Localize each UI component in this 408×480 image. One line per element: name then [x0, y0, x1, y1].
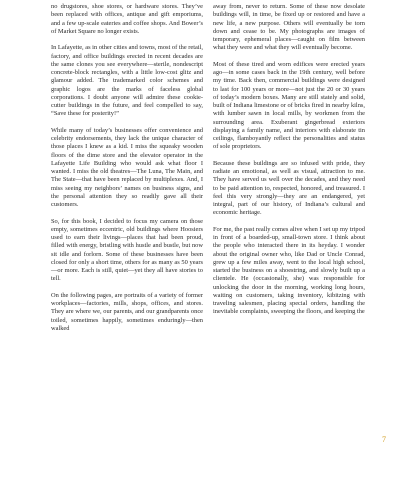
paragraph: Because these buildings are so infused with pride, they radiate an emotional, as well as visual, attraction to me. They have served us well over the decades, and they need to be paid attention to, respected, honored, and treasured. I feel this very strongly—they are an endangered, yet integral, part of our history, of Indiana’s cultural and economic heritage. [213, 159, 365, 217]
right-text-column [213, 3, 365, 317]
paragraph: On the following pages, are portraits of a variety of former workplaces—factories, mills, shops, offices, and stores. They are where we, our parents, and our grandparents once toiled, sometimes happily, sometimes enduringly—then walked [51, 291, 203, 332]
paragraph: So, for this book, I decided to focus my camera on those empty, sometimes eccentric, old buildings where Hoosiers used to earn their livings—places that had been proud, filled with energy, bristling with hustle and bustle, but now sit idle and forlorn. Some of these businesses have been closed for only a short time, others for as many as 50 years—or more. Each is still, quiet—yet they all have stories to tell. [51, 217, 203, 283]
left-text-column [51, 3, 203, 333]
paragraph: Most of these tired and worn edifices were erected years ago—in some cases back in the 19th century, well before my time. Back then, commercial buildings were designed to last for 100 years or more—not just the 20 or 30 years of today’s modern boxes. Many are still stately and solid, built of Indiana limestone or of bricks fired in nearby kilns, with lumber sawn in local mills, by workmen from the surrounding area. Exuberant gingerbread exteriors displaying a family name, and interiors with elaborate tin ceilings, flamboyantly reflect the personalities and status of sole proprietors. [213, 60, 365, 151]
paragraph: away from, never to return. Some of these now desolate buildings will, in time, be fixed up or restored and have a new life, a new purpose. Others will eventually be torn down and cease to be. My photographs are images of temporary, ephemeral places—caught on film between what they were and what they will eventually become. [213, 3, 365, 52]
paragraph: In Lafayette, as in other cities and towns, most of the retail, factory, and office buildings erected in recent decades are the same clones you see everywhere—sterile, nondescript concrete-block rectangles, with a little low-cost glitz and glamour added. The trademarked color schemes and graphic logos are the marks of faceless global corporations. I doubt anyone will admire these cookie-cutter buildings in the future, and feel compelled to say, “Save these for posterity!” [51, 44, 203, 118]
paragraph: no drugstores, shoe stores, or hardware stores. They’ve been replaced with offices, antique and gift emporiums, and a few up-scale eateries and coffee shops. And Bower’s of Market Square no longer exists. [51, 3, 203, 35]
paragraph: While many of today’s businesses offer convenience and celebrity endorsements, they lack the unique character of those places I knew as a kid. I miss the squeaky wooden floors of the dime store and the elevator operator in the Lafayette Life Building who would ask what floor I wanted. I miss the old theatres—The Luna, The Main, and The State—that have been replaced by multiplexes. And, I miss seeing my neighbors’ names on business signs, and the personal attention they so readily gave all their customers. [51, 126, 203, 208]
paragraph: For me, the past really comes alive when I set up my tripod in front of a boarded-up, small-town store. I think about the people who interacted there in its heyday. I wonder about the original owner who, like Dad or Uncle Conrad, grew up a few miles away, went to the local high school, started the business on a shoestring, and slowly built up a clientele. He (occasionally, she) was responsible for unlocking the door in the morning, working long hours, waiting on customers, taking inventory, kibitzing with traveling salesmen, placing special orders, handling the inevitable complaints, sweeping the floors, and keeping the [213, 225, 365, 316]
page-number: 7 [382, 435, 386, 444]
